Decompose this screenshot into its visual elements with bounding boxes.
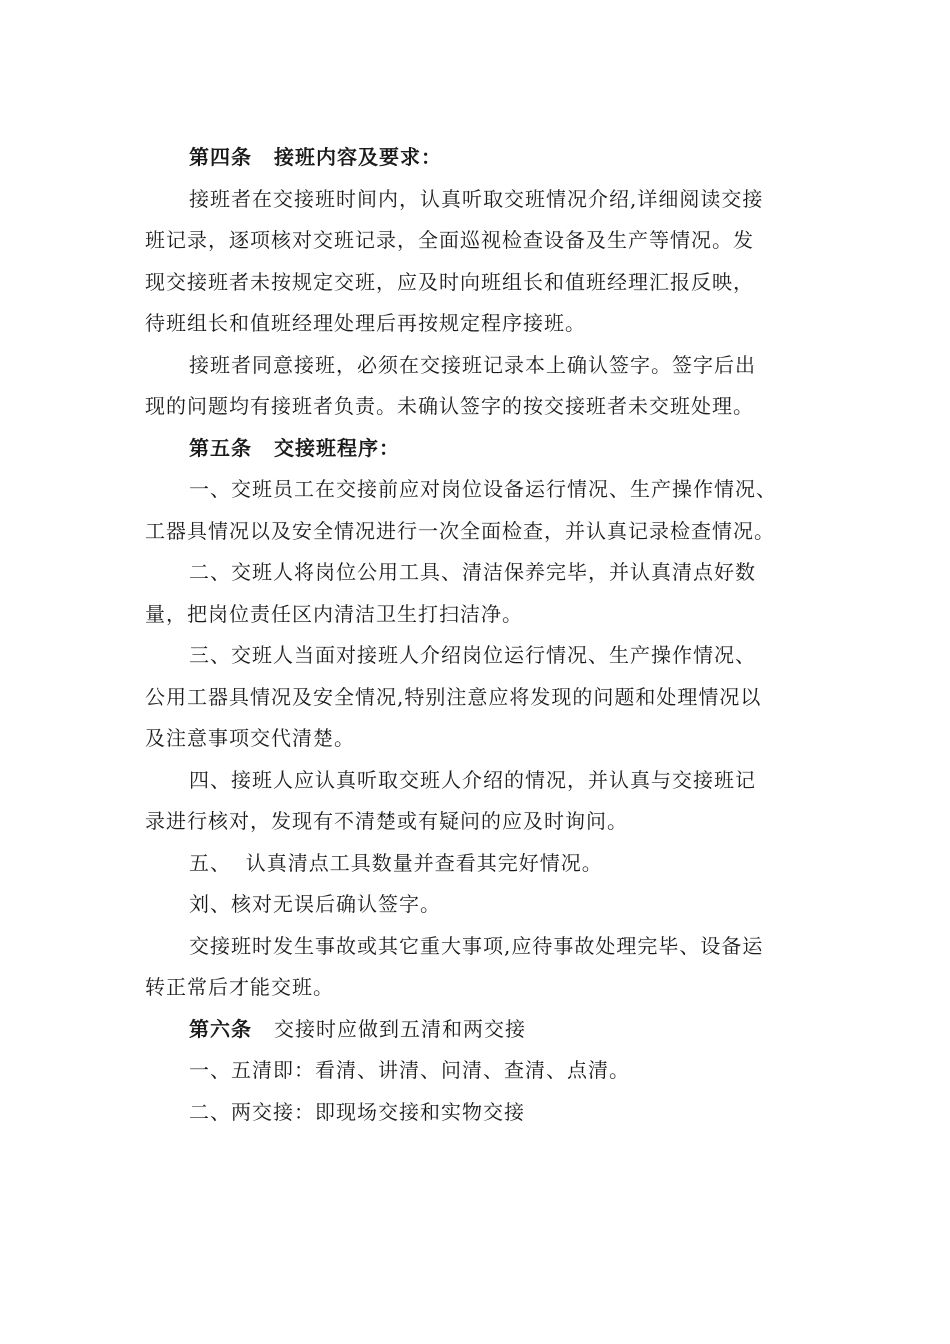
paragraph-line: 五、 认真清点工具数量并查看其完好情况。 xyxy=(189,850,603,875)
paragraph-line: 现的问题均有接班者负责。未确认签字的按交接班者未交班处理。 xyxy=(145,394,754,418)
paragraph-line: 班记录，逐项核对交班记录，全面巡视检查设备及生产等情况。发 xyxy=(145,228,754,252)
article4-heading xyxy=(145,137,810,179)
paragraph-line: 四、接班人应认真听取交班人介绍的情况，并认真与交接班记 xyxy=(189,767,756,792)
article6-heading-title: 交接时应做到五清和两交接 xyxy=(274,1016,526,1041)
paragraph-line: 二、两交接：即现场交接和实物交接 xyxy=(189,1099,525,1124)
paragraph-line: 一、五清即：看清、讲清、问清、查清、点清。 xyxy=(189,1058,630,1082)
document-page xyxy=(145,137,810,1133)
article5-heading-title: 交接班程序： xyxy=(274,435,400,460)
paragraph-line: 录进行核对，发现有不清楚或有疑问的应及时询问。 xyxy=(145,809,628,833)
article6-heading xyxy=(145,1009,810,1051)
paragraph-line: 接班者在交接班时间内，认真听取交班情况介绍,详细阅读交接 xyxy=(189,186,764,211)
paragraph-line: 公用工器具情况及安全情况,特别注意应将发现的问题和处理情况以 xyxy=(145,684,762,709)
paragraph-line: 转正常后才能交班。 xyxy=(145,975,334,999)
paragraph-line: 交接班时发生事故或其它重大事项,应待事故处理完毕、设备运 xyxy=(189,933,764,958)
paragraph-line: 一、交班员工在交接前应对岗位设备运行情况、生产操作情况、 xyxy=(189,477,777,501)
article4-heading-label: 第四条 xyxy=(189,145,252,169)
article5-heading xyxy=(145,428,810,470)
paragraph-line: 及注意事项交代清楚。 xyxy=(145,726,355,750)
paragraph-line: 刘、核对无误后确认签字。 xyxy=(189,892,441,916)
article6-heading-label: 第六条 xyxy=(189,1016,252,1041)
article4-heading-title: 接班内容及要求： xyxy=(274,145,442,169)
paragraph-line: 量，把岗位责任区内清洁卫生打扫洁净。 xyxy=(145,601,523,626)
paragraph-line: 二、交班人将岗位公用工具、清洁保养完毕，并认真清点好数 xyxy=(189,560,756,584)
paragraph-line: 工器具情况以及安全情况进行一次全面检查，并认真记录检查情况。 xyxy=(145,518,775,543)
paragraph-line: 接班者同意接班，必须在交接班记录本上确认签字。签字后出 xyxy=(189,352,756,377)
paragraph-line: 待班组长和值班经理处理后再按规定程序接班。 xyxy=(145,311,586,335)
paragraph-line: 三、交班人当面对接班人介绍岗位运行情况、生产操作情况、 xyxy=(189,643,756,667)
article5-heading-label: 第五条 xyxy=(189,435,252,460)
paragraph-line: 现交接班者未按规定交班，应及时向班组长和值班经理汇报反映， xyxy=(145,269,754,294)
